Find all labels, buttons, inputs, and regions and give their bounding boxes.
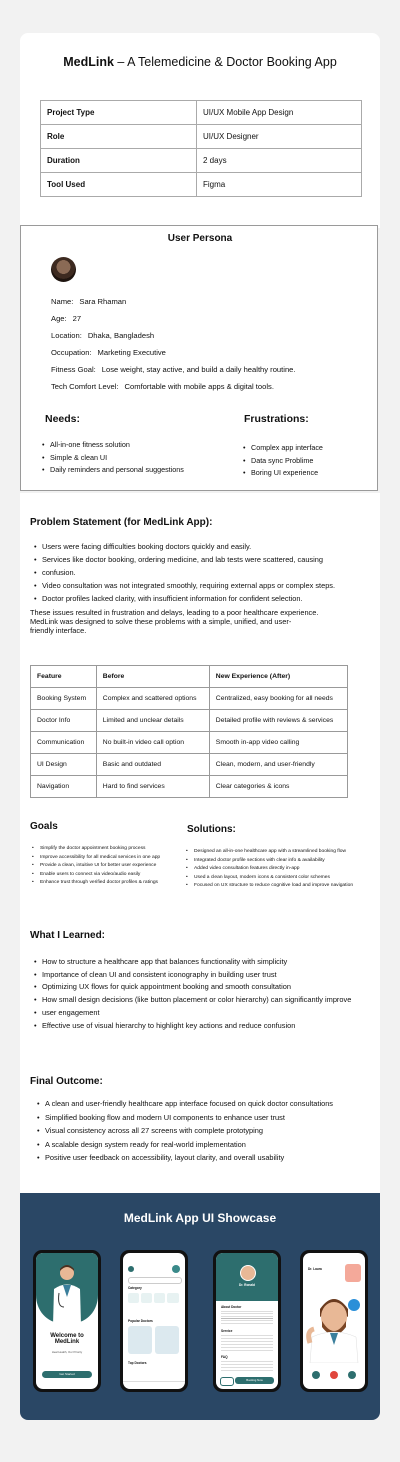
field-label: Location: <box>51 331 82 340</box>
table-row <box>31 732 348 754</box>
field-label: Age: <box>51 314 67 323</box>
column-header: Feature <box>31 666 97 688</box>
summary-line: friendly interface. <box>30 626 87 635</box>
faq-list <box>221 1361 273 1371</box>
needs-list <box>42 439 184 477</box>
table-cell: Doctor Info <box>31 710 97 732</box>
list-item: • How to structure a healthcare app that balances functionality with simplicity <box>34 956 351 969</box>
table-row <box>31 754 348 776</box>
info-label: Project Type <box>41 101 197 125</box>
table-cell: No built-in video call option <box>96 732 209 754</box>
list-item: • Integrated doctor profile sections with clear info & availability <box>186 857 353 866</box>
table-row <box>41 173 362 197</box>
field-value: Comfortable with mobile apps & digital tools. <box>124 382 274 391</box>
persona-name <box>51 297 126 306</box>
table-row <box>31 688 348 710</box>
list-item-continuation: user engagement <box>42 1007 100 1017</box>
column-header: Before <box>96 666 209 688</box>
info-value: 2 days <box>197 149 362 173</box>
booking-now-button[interactable]: Booking Now <box>235 1377 274 1384</box>
solutions-list <box>186 848 353 891</box>
frustrations-title: Frustrations: <box>244 413 309 425</box>
doctor-card[interactable] <box>155 1326 179 1354</box>
page-title <box>0 55 400 69</box>
field-value: Marketing Executive <box>97 348 166 357</box>
outcome-list <box>37 1097 333 1165</box>
table-cell: Basic and outdated <box>96 754 209 776</box>
welcome-line: Welcome to <box>50 1333 84 1339</box>
doctor-video-illustration-icon <box>306 1283 362 1363</box>
list-item: • Enable users to connect via video/audio easily <box>32 871 160 880</box>
field-label: Occupation: <box>51 348 92 357</box>
column-header: New Experience (After) <box>209 666 347 688</box>
list-item: • Complex app interface <box>243 442 323 455</box>
list-item: • Used a clean layout, modern icons & consistent color schemes <box>186 874 353 883</box>
list-item: • Importance of clean UI and consistent iconography in building user trust <box>34 969 351 982</box>
welcome-tagline: Heal Health, Our Priority <box>51 1350 83 1354</box>
popular-doctors-label: Popular Doctors <box>128 1319 153 1323</box>
info-label: Role <box>41 125 197 149</box>
info-label: Tool Used <box>41 173 197 197</box>
list-item: • Visual consistency across all 27 screens with complete prototyping <box>37 1124 333 1138</box>
field-value: 27 <box>72 314 82 323</box>
list-item: • Enhance trust through verified doctor profiles & ratings <box>32 879 160 888</box>
list-item: • Data sync Problime <box>243 455 323 468</box>
category-tile[interactable] <box>128 1293 139 1303</box>
doctor-card[interactable] <box>128 1326 152 1354</box>
list-item: • A clean and user-friendly healthcare app interface focused on quick doctor consultations <box>37 1097 333 1111</box>
info-value: UI/UX Mobile App Design <box>197 101 362 125</box>
list-item: • Designed an all-in-one healthcare app with a streamlined booking flow <box>186 848 353 857</box>
info-value: Figma <box>197 173 362 197</box>
summary-line: These issues resulted in frustration and delays, leading to a poor healthcare experience. <box>30 608 319 617</box>
service-list <box>221 1335 273 1351</box>
list-item: • Positive user feedback on accessibility, layout clarity, and overall usability <box>37 1151 333 1165</box>
search-input[interactable] <box>128 1277 182 1284</box>
category-tile[interactable] <box>154 1293 165 1303</box>
solutions-title: Solutions: <box>187 824 236 835</box>
table-header-row <box>31 666 348 688</box>
list-item: • Improve accessibility for all medical services in one app <box>32 854 160 863</box>
goals-title: Goals <box>30 821 58 832</box>
field-label: Name: <box>51 297 74 306</box>
page-subtitle: – A Telemedicine & Doctor Booking App <box>113 55 337 69</box>
project-info-table <box>40 100 362 197</box>
about-text <box>221 1311 273 1325</box>
list-item: • Simplified booking flow and modern UI components to enhance user trust <box>37 1111 333 1125</box>
welcome-line: MedLink <box>54 1339 80 1345</box>
end-call-icon[interactable] <box>330 1371 338 1379</box>
list-item: • A scalable design system ready for real-world implementation <box>37 1138 333 1152</box>
menu-icon[interactable] <box>128 1266 134 1272</box>
list-item: • Added video consultation features directly in-app <box>186 865 353 874</box>
list-item: • Services like doctor booking, ordering medicine, and lab tests were scattered, causing <box>34 553 335 566</box>
service-label: Service <box>221 1329 233 1333</box>
table-row <box>31 776 348 798</box>
field-label: Fitness Goal: <box>51 365 96 374</box>
phone-screen <box>303 1253 365 1389</box>
phone-home-screen <box>120 1250 188 1392</box>
phone-doctor-detail-screen <box>213 1250 281 1392</box>
needs-title: Needs: <box>45 413 81 425</box>
problem-list <box>34 540 335 605</box>
table-cell: Detailed profile with reviews & services <box>209 710 347 732</box>
frustrations-list <box>243 442 323 480</box>
caller-name: Dr. Laura <box>308 1267 322 1271</box>
persona-tech-comfort <box>51 382 274 391</box>
list-item: • Boring UI experience <box>243 467 323 480</box>
mute-icon[interactable] <box>312 1371 320 1379</box>
goals-list <box>32 845 160 888</box>
table-cell: Limited and unclear details <box>96 710 209 732</box>
table-cell: Communication <box>31 732 97 754</box>
table-cell: Navigation <box>31 776 97 798</box>
list-item: • All-in-one fitness solution <box>42 439 184 452</box>
welcome-heading <box>36 1333 98 1345</box>
category-tile[interactable] <box>167 1293 179 1303</box>
list-item: • Doctor profiles lacked clarity, with insufficient information for confident selection. <box>34 592 335 605</box>
problem-summary <box>30 608 318 635</box>
info-value: UI/UX Designer <box>197 125 362 149</box>
list-item: • Effective use of visual hierarchy to highlight key actions and reduce confusion <box>34 1020 351 1033</box>
persona-age <box>51 314 81 323</box>
list-item <box>34 1007 351 1020</box>
field-value: Dhaka, Bangladesh <box>87 331 155 340</box>
table-cell: UI Design <box>31 754 97 776</box>
phone-video-call-screen <box>300 1250 368 1392</box>
field-value: Sara Rhaman <box>79 297 127 306</box>
table-cell: Smooth in-app video calling <box>209 732 347 754</box>
top-doctors-label: Top Doctors <box>128 1361 147 1365</box>
doctor-name: Dr. Ronald <box>239 1283 255 1287</box>
list-item: • Focused on UX structure to reduce cognitive load and improve navigation <box>186 882 353 891</box>
phone-screen <box>123 1253 185 1389</box>
list-item: • How small design decisions (like button placement or color hierarchy) can significantly improve <box>34 994 351 1007</box>
doctor-avatar <box>240 1265 256 1281</box>
field-label: Tech Comfort Level: <box>51 382 119 391</box>
list-item: • Users were facing difficulties booking doctors quickly and easily. <box>34 540 335 553</box>
get-started-button[interactable]: Get Started <box>42 1371 92 1378</box>
table-row <box>41 125 362 149</box>
list-item: • Simple & clean UI <box>42 452 184 465</box>
table-cell: Hard to find services <box>96 776 209 798</box>
info-label: Duration <box>41 149 197 173</box>
table-cell: Centralized, easy booking for all needs <box>209 688 347 710</box>
avatar <box>51 257 76 282</box>
problem-title: Problem Statement (for MedLink App): <box>30 517 213 528</box>
faq-label: FAQ <box>221 1355 228 1359</box>
learned-list <box>34 956 351 1032</box>
category-tile[interactable] <box>141 1293 152 1303</box>
showcase-title: MedLink App UI Showcase <box>123 1211 277 1225</box>
profile-avatar[interactable] <box>172 1265 180 1273</box>
phone-screen <box>216 1253 278 1389</box>
list-item <box>34 566 335 579</box>
field-value: Lose weight, stay active, and build a daily healthy routine. <box>101 365 296 374</box>
summary-line: MedLink was designed to solve these problems with a simple, unified, and user- <box>30 617 292 626</box>
table-row <box>31 710 348 732</box>
table-cell: Complex and scattered options <box>96 688 209 710</box>
list-item-continuation: confusion. <box>42 568 76 577</box>
table-row <box>41 101 362 125</box>
outcome-title: Final Outcome: <box>30 1076 103 1087</box>
list-item: • Optimizing UX flows for quick appointment booking and smooth consultation <box>34 981 351 994</box>
table-cell: Clean, modern, and user-friendly <box>209 754 347 776</box>
learned-title: What I Learned: <box>30 930 106 941</box>
self-view-thumbnail <box>345 1264 361 1282</box>
doctor-illustration-icon <box>49 1263 85 1325</box>
phone-welcome-screen <box>33 1250 101 1392</box>
about-doctor-label: About Doctor <box>221 1305 242 1309</box>
phone-screen <box>36 1253 98 1389</box>
bottom-nav[interactable] <box>123 1381 185 1389</box>
brand-name: MedLink <box>63 55 114 69</box>
list-item: • Provide a clean, intuitive UI for better user experience <box>32 862 160 871</box>
table-row <box>41 149 362 173</box>
comparison-table <box>30 665 348 798</box>
camera-icon[interactable] <box>348 1371 356 1379</box>
list-item: • Daily reminders and personal suggestions <box>42 464 184 477</box>
persona-title: User Persona <box>167 233 233 244</box>
persona-occupation <box>51 348 166 357</box>
table-cell: Booking System <box>31 688 97 710</box>
category-label: Category <box>128 1286 142 1290</box>
list-item: • Simplify the doctor appointment booking process <box>32 845 160 854</box>
list-item: • Video consultation was not integrated smoothly, requiring external apps or complex steps. <box>34 579 335 592</box>
persona-fitness-goal <box>51 365 296 374</box>
persona-location <box>51 331 154 340</box>
chat-button[interactable] <box>220 1377 234 1386</box>
table-cell: Clear categories & icons <box>209 776 347 798</box>
